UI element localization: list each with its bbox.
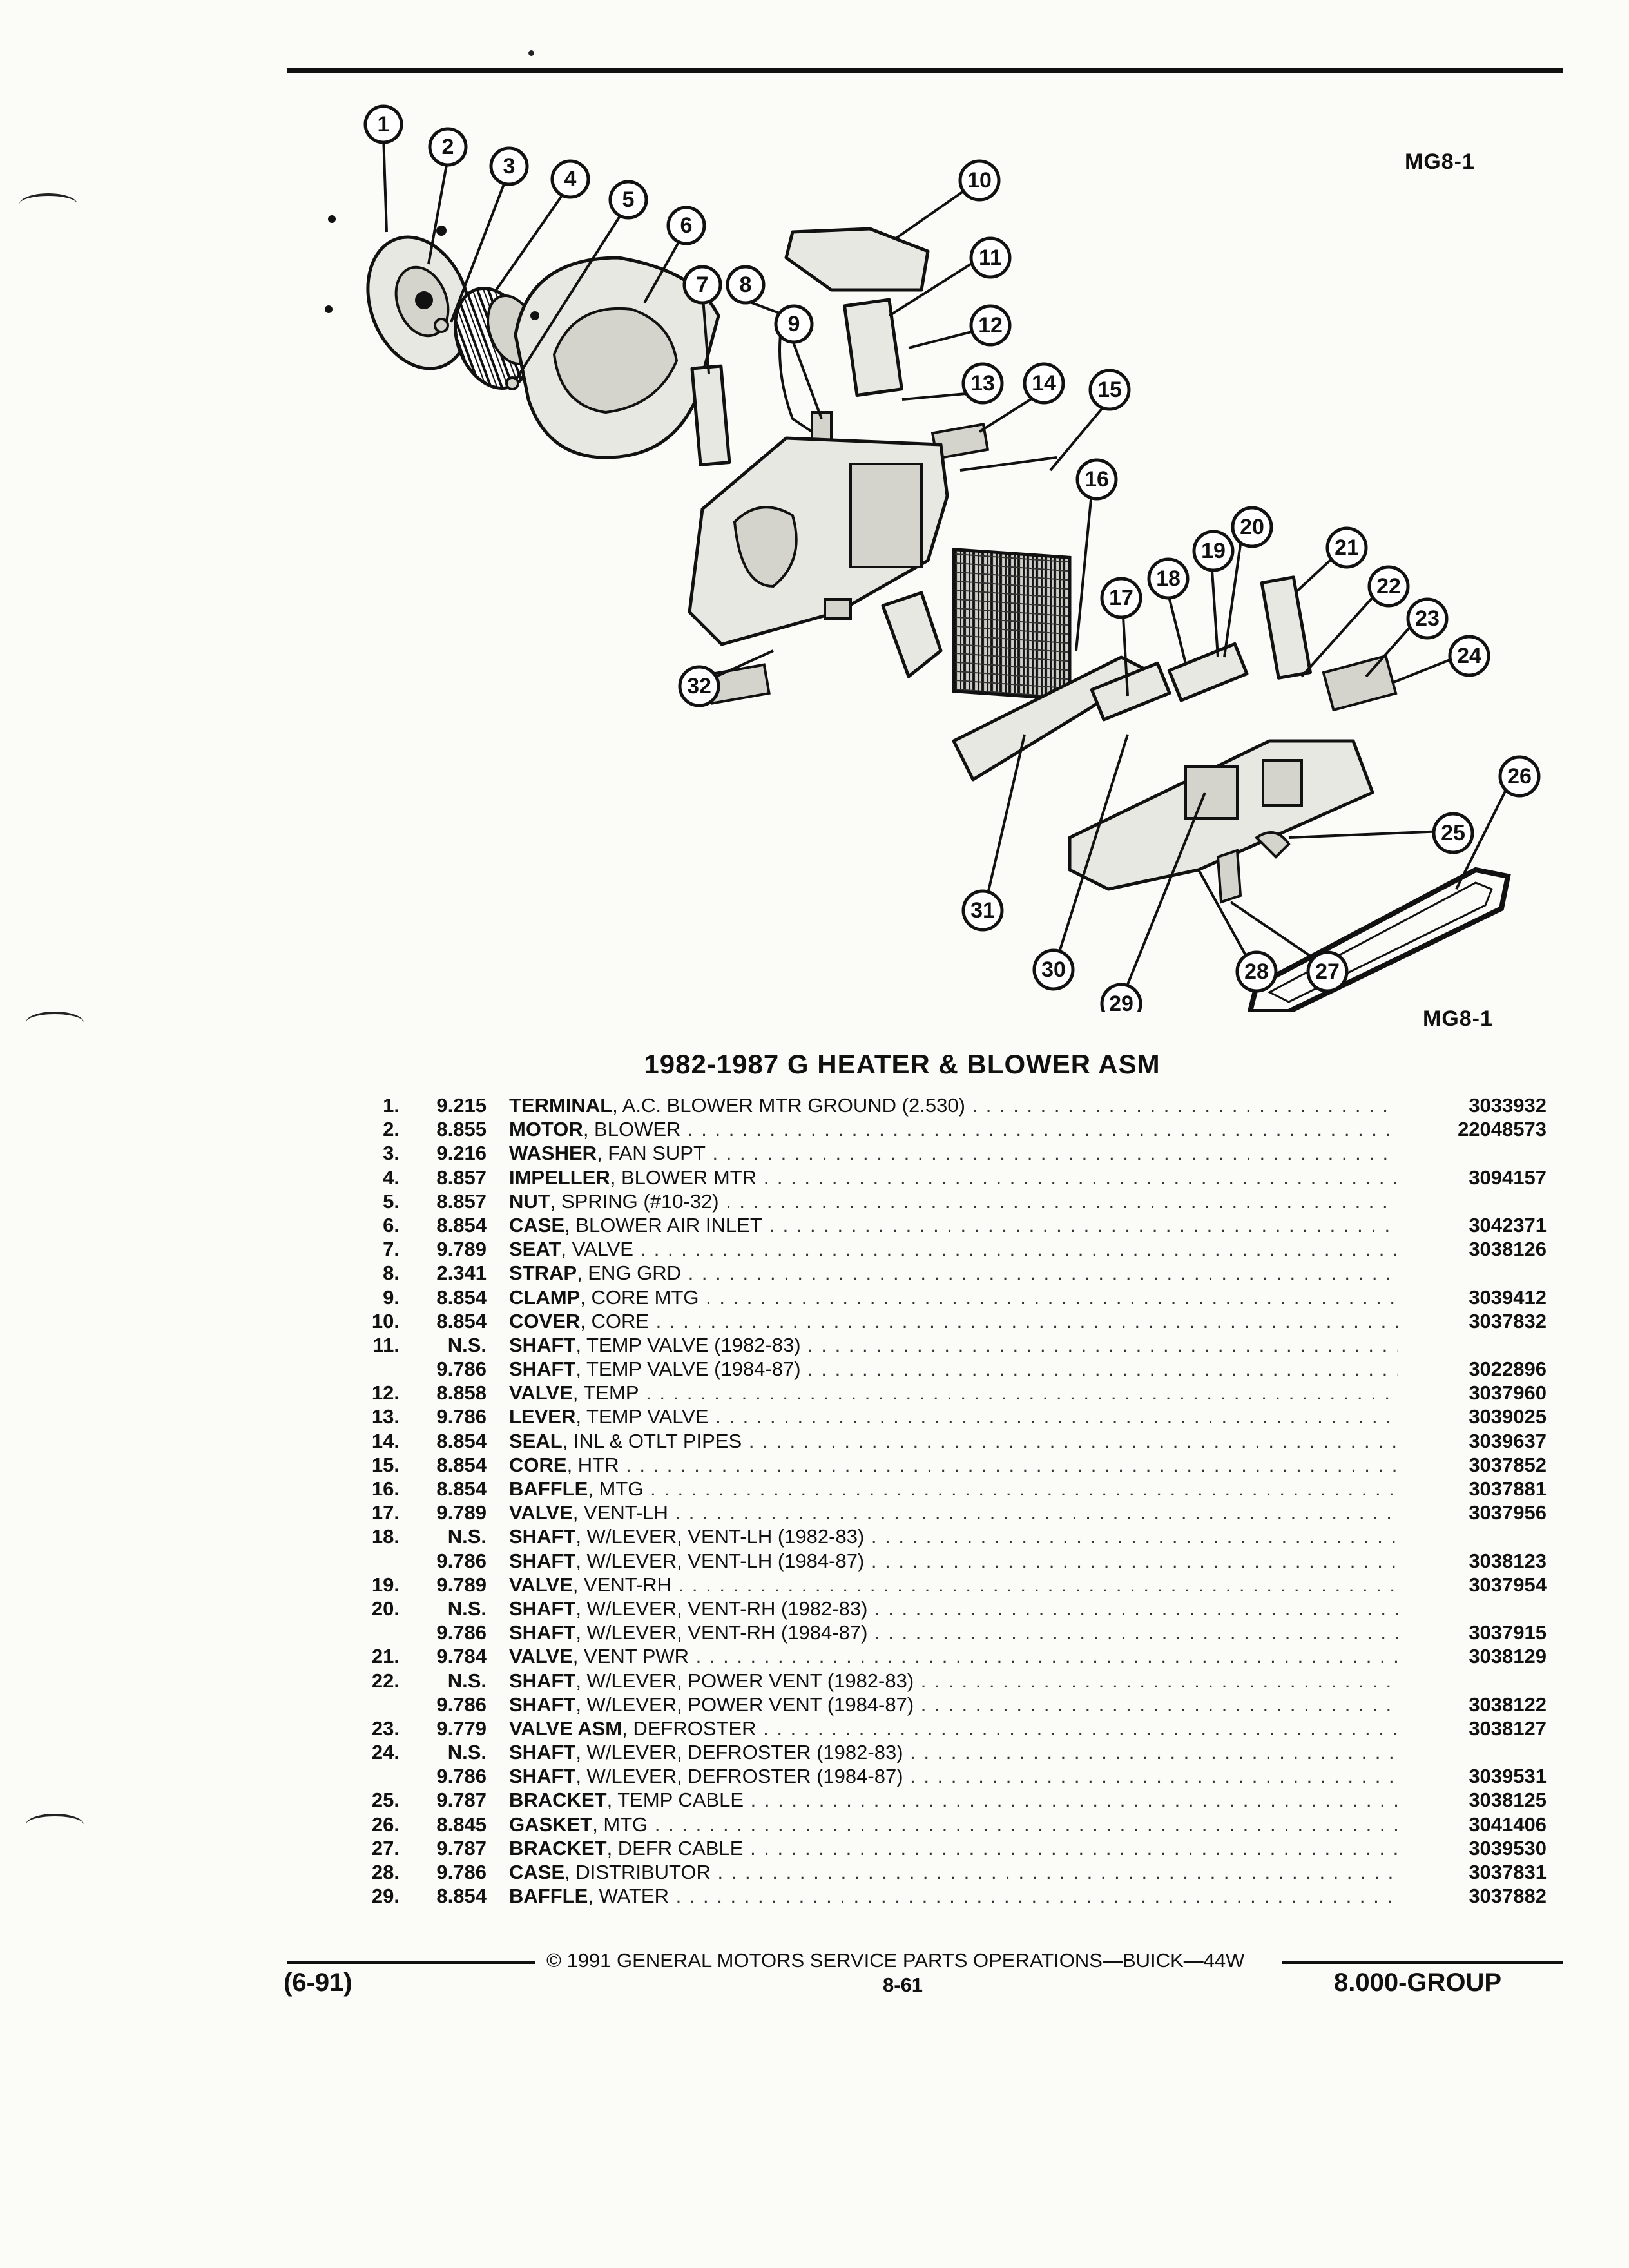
part-number: 3039531 <box>1469 1765 1547 1788</box>
item-number: 10. <box>371 1309 400 1332</box>
parts-row <box>348 1213 1547 1237</box>
part-description <box>509 1597 1398 1620</box>
margin-mark <box>19 193 77 215</box>
item-number: 29. <box>371 1885 400 1908</box>
part-number: 3037882 <box>1469 1885 1547 1908</box>
item-number: 27. <box>371 1836 400 1860</box>
part-detail: , FAN SUPT <box>597 1142 706 1165</box>
part-detail: , TEMP VALVE (1982-83) <box>575 1333 801 1356</box>
part-description <box>509 1213 1398 1237</box>
part-number: 3039637 <box>1469 1429 1547 1452</box>
part-description <box>509 1788 1398 1812</box>
callout-14: 14 <box>1032 371 1056 396</box>
group-number: 8.855 <box>436 1118 487 1141</box>
item-number: 25. <box>371 1789 400 1812</box>
parts-row <box>348 1716 1547 1740</box>
part-detail: , W/LEVER, VENT-LH (1982-83) <box>575 1525 865 1548</box>
parts-row <box>348 1573 1547 1597</box>
callout-4: 4 <box>564 167 577 191</box>
group-number: 9.787 <box>436 1789 487 1812</box>
part-name: VALVE <box>509 1381 573 1405</box>
part-detail: , BLOWER MTR <box>610 1166 757 1189</box>
part-description <box>509 1836 1398 1860</box>
part-number: 3038126 <box>1469 1238 1547 1261</box>
parts-row <box>348 1237 1547 1261</box>
part-name: IMPELLER <box>509 1166 610 1189</box>
callout-10: 10 <box>967 168 992 193</box>
heater-core <box>954 457 1070 699</box>
group-number: N.S. <box>447 1525 487 1548</box>
group-number: 8.854 <box>436 1477 487 1500</box>
part-name: NUT <box>509 1189 550 1213</box>
part-detail: , W/LEVER, VENT-RH (1982-83) <box>575 1597 868 1620</box>
item-number: 11. <box>372 1333 400 1356</box>
callout-32: 32 <box>687 674 711 698</box>
part-detail: , W/LEVER, VENT-LH (1984-87) <box>575 1549 865 1572</box>
part-description <box>509 1333 1398 1357</box>
part-description <box>509 1477 1398 1501</box>
item-number: 2. <box>383 1118 400 1141</box>
group-number: 8.858 <box>436 1381 487 1405</box>
part-number: 3037832 <box>1469 1309 1547 1332</box>
part-detail: , W/LEVER, VENT-RH (1984-87) <box>575 1621 868 1644</box>
figure-code-bottom: MG8-1 <box>1423 1006 1493 1031</box>
parts-row <box>348 1644 1547 1668</box>
part-number: 3037881 <box>1469 1477 1547 1500</box>
parts-row <box>348 1477 1547 1501</box>
part-detail: , W/LEVER, DEFROSTER (1982-83) <box>575 1741 903 1764</box>
parts-row <box>348 1740 1547 1764</box>
part-detail: , VENT-LH <box>572 1501 668 1524</box>
parts-row <box>348 1309 1547 1333</box>
group-label: 8.000-GROUP <box>1334 1968 1502 1997</box>
part-name: WASHER <box>509 1142 597 1165</box>
page-number: 8-61 <box>883 1974 923 1996</box>
part-number: 3038125 <box>1469 1789 1547 1812</box>
callout-19: 19 <box>1201 539 1226 563</box>
group-number: 9.787 <box>436 1836 487 1860</box>
part-detail: , CORE MTG <box>580 1285 699 1309</box>
copyright-notice: © 1991 GENERAL MOTORS SERVICE PARTS OPERATIONS—BUICK—44W <box>546 1949 1245 1972</box>
group-number: 8.857 <box>436 1189 487 1213</box>
item-number: 5. <box>383 1189 400 1213</box>
group-number: 9.789 <box>436 1573 487 1596</box>
exploded-diagram <box>284 97 1559 1012</box>
callout-12: 12 <box>978 313 1003 338</box>
part-description <box>509 1357 1398 1381</box>
part-name: SHAFT <box>509 1693 576 1716</box>
part-detail: , VENT PWR <box>572 1645 689 1668</box>
part-detail: , W/LEVER, POWER VENT (1984-87) <box>575 1693 914 1716</box>
group-number: 8.854 <box>436 1309 487 1332</box>
group-number: 9.786 <box>436 1621 487 1644</box>
item-number: 28. <box>371 1861 400 1883</box>
part-name: SHAFT <box>509 1741 576 1764</box>
callout-15: 15 <box>1097 378 1122 402</box>
group-number: 9.786 <box>436 1405 487 1428</box>
date-code: (6-91) <box>284 1968 352 1997</box>
group-number: N.S. <box>447 1669 487 1692</box>
item-number: 19. <box>371 1573 400 1596</box>
group-number: 9.784 <box>436 1645 487 1668</box>
part-detail: , W/LEVER, DEFROSTER (1984-87) <box>575 1765 903 1788</box>
part-name: SEAL <box>509 1429 563 1452</box>
group-number: 2.341 <box>436 1262 487 1285</box>
parts-row <box>348 1501 1547 1524</box>
callout-5: 5 <box>622 187 635 212</box>
callout-17: 17 <box>1109 586 1133 610</box>
callout-24: 24 <box>1457 644 1481 668</box>
callout-8: 8 <box>739 273 752 297</box>
group-number: N.S. <box>447 1741 487 1764</box>
group-number: 8.854 <box>436 1429 487 1452</box>
callout-30: 30 <box>1041 957 1066 982</box>
part-description <box>509 1669 1398 1693</box>
part-name: SHAFT <box>509 1525 576 1548</box>
part-detail: , MTG <box>588 1477 644 1500</box>
part-description <box>509 1812 1398 1836</box>
part-description <box>509 1285 1398 1309</box>
part-name: SHAFT <box>509 1669 576 1692</box>
part-name: SEAT <box>509 1238 561 1261</box>
callout-26: 26 <box>1507 764 1532 789</box>
group-number: 8.854 <box>436 1885 487 1908</box>
part-detail: , ENG GRD <box>577 1262 681 1285</box>
callout-22: 22 <box>1376 574 1401 599</box>
part-description <box>509 1884 1398 1908</box>
item-number: 8. <box>383 1262 400 1285</box>
part-name: SHAFT <box>509 1333 576 1356</box>
part-detail: , VENT-RH <box>572 1573 672 1596</box>
part-detail: , WATER <box>588 1885 669 1908</box>
part-name: MOTOR <box>509 1118 583 1141</box>
parts-row <box>348 1524 1547 1548</box>
group-number: 9.786 <box>436 1549 487 1572</box>
parts-row <box>348 1836 1547 1860</box>
part-number: 22048573 <box>1458 1118 1547 1141</box>
item-number: 6. <box>383 1213 400 1236</box>
item-number: 13. <box>371 1405 400 1428</box>
item-number: 24. <box>371 1741 400 1764</box>
group-number: 9.789 <box>436 1238 487 1261</box>
part-description <box>509 1644 1398 1668</box>
part-detail: , TEMP VALVE <box>575 1405 709 1428</box>
part-detail: , VALVE <box>561 1238 633 1261</box>
parts-row <box>348 1189 1547 1213</box>
parts-row <box>348 1453 1547 1477</box>
top-rule <box>287 68 1563 73</box>
callout-7: 7 <box>696 273 709 297</box>
part-number: 3038127 <box>1469 1716 1547 1740</box>
part-number: 3039025 <box>1469 1405 1547 1428</box>
part-description <box>509 1189 1398 1213</box>
part-description <box>509 1141 1398 1165</box>
part-description <box>509 1524 1398 1548</box>
item-number: 18. <box>371 1525 400 1548</box>
parts-row <box>348 1764 1547 1788</box>
part-number: 3022896 <box>1469 1358 1547 1381</box>
footer-rule-right <box>1282 1961 1563 1964</box>
group-number: 8.857 <box>436 1166 487 1189</box>
group-number: 9.779 <box>436 1716 487 1740</box>
callout-23: 23 <box>1415 606 1440 631</box>
group-number: 9.789 <box>436 1501 487 1524</box>
part-name: COVER <box>509 1309 581 1332</box>
group-number: 8.854 <box>436 1213 487 1236</box>
parts-row <box>348 1549 1547 1573</box>
parts-row <box>348 1620 1547 1644</box>
item-number: 9. <box>383 1285 400 1309</box>
part-description <box>509 1764 1398 1788</box>
section-title: 1982-1987 G HEATER & BLOWER ASM <box>644 1049 1161 1079</box>
item-number: 22. <box>371 1669 400 1692</box>
callout-29: 29 <box>1109 992 1133 1012</box>
part-description <box>509 1501 1398 1524</box>
part-name: STRAP <box>509 1262 577 1285</box>
part-name: TERMINAL <box>509 1094 613 1117</box>
part-detail: , TEMP VALVE (1984-87) <box>575 1358 801 1381</box>
parts-row <box>348 1261 1547 1285</box>
callout-9: 9 <box>787 312 800 336</box>
part-description <box>509 1860 1398 1884</box>
callout-27: 27 <box>1315 959 1340 984</box>
part-number: 3041406 <box>1469 1812 1547 1836</box>
part-name: SHAFT <box>509 1358 576 1381</box>
callout-31: 31 <box>970 898 995 923</box>
callout-1: 1 <box>377 112 390 137</box>
part-name: SHAFT <box>509 1621 576 1644</box>
valve-seat <box>692 366 729 465</box>
parts-row <box>348 1333 1547 1357</box>
part-number: 3038123 <box>1469 1549 1547 1572</box>
part-detail: , TEMP <box>572 1381 639 1405</box>
part-description <box>509 1261 1398 1285</box>
callout-13: 13 <box>970 371 995 396</box>
part-number: 3037831 <box>1469 1861 1547 1883</box>
item-number: 17. <box>371 1501 400 1524</box>
item-number: 4. <box>383 1166 400 1189</box>
part-number: 3037960 <box>1469 1381 1547 1405</box>
part-description <box>509 1405 1398 1428</box>
group-number: 8.845 <box>436 1812 487 1836</box>
callout-18: 18 <box>1156 566 1181 591</box>
item-number: 21. <box>371 1645 400 1668</box>
parts-row <box>348 1812 1547 1836</box>
item-number: 23. <box>371 1716 400 1740</box>
parts-row <box>348 1597 1547 1620</box>
parts-row <box>348 1669 1547 1693</box>
parts-row <box>348 1381 1547 1405</box>
part-detail: , SPRING (#10-32) <box>550 1189 719 1213</box>
part-name: VALVE <box>509 1645 573 1668</box>
part-description <box>509 1381 1398 1405</box>
parts-row <box>348 1357 1547 1381</box>
part-name: VALVE ASM <box>509 1716 622 1740</box>
part-name: CLAMP <box>509 1285 581 1309</box>
group-number: 8.854 <box>436 1453 487 1476</box>
part-detail: , DEFR CABLE <box>606 1836 744 1860</box>
parts-row <box>348 1285 1547 1309</box>
parts-row <box>348 1141 1547 1165</box>
group-number: 9.786 <box>436 1861 487 1883</box>
part-number: 3038129 <box>1469 1645 1547 1668</box>
margin-mark <box>26 1814 84 1836</box>
part-description <box>509 1429 1398 1453</box>
callout-21: 21 <box>1335 535 1359 560</box>
parts-row <box>348 1788 1547 1812</box>
item-number: 20. <box>371 1597 400 1620</box>
part-detail: , W/LEVER, POWER VENT (1982-83) <box>575 1669 914 1692</box>
part-number: 3039412 <box>1469 1285 1547 1309</box>
part-number: 3042371 <box>1469 1213 1547 1236</box>
callout-28: 28 <box>1244 959 1269 984</box>
part-number: 3094157 <box>1469 1166 1547 1189</box>
part-description <box>509 1309 1398 1333</box>
callout-6: 6 <box>680 213 693 238</box>
part-description <box>509 1740 1398 1764</box>
speck-mark <box>528 50 534 56</box>
footer-rule-left <box>287 1961 535 1964</box>
item-number: 16. <box>371 1477 400 1500</box>
part-name: SHAFT <box>509 1765 576 1788</box>
callout-2: 2 <box>441 135 454 159</box>
part-name: BRACKET <box>509 1836 607 1860</box>
part-detail: , BLOWER AIR INLET <box>564 1213 762 1236</box>
item-number: 3. <box>383 1142 400 1165</box>
part-number: 3037915 <box>1469 1621 1547 1644</box>
part-description <box>509 1117 1398 1141</box>
group-number: 9.216 <box>436 1142 487 1165</box>
part-description <box>509 1549 1398 1573</box>
parts-row <box>348 1117 1547 1141</box>
callout-11: 11 <box>979 245 1002 270</box>
item-number: 15. <box>371 1453 400 1476</box>
part-detail: , DISTRIBUTOR <box>564 1861 711 1883</box>
part-description <box>509 1093 1398 1117</box>
part-number: 3037852 <box>1469 1453 1547 1476</box>
part-description <box>509 1453 1398 1477</box>
part-number: 3033932 <box>1469 1094 1547 1117</box>
part-description <box>509 1716 1398 1740</box>
part-name: CASE <box>509 1213 565 1236</box>
item-number: 1. <box>383 1094 400 1117</box>
item-number: 12. <box>371 1381 400 1405</box>
item-number: 14. <box>371 1429 400 1452</box>
part-detail: , MTG <box>592 1812 648 1836</box>
core-cover <box>786 229 928 290</box>
parts-row <box>348 1693 1547 1716</box>
parts-row <box>348 1405 1547 1428</box>
part-detail: , BLOWER <box>583 1118 681 1141</box>
part-name: BAFFLE <box>509 1477 588 1500</box>
group-number: 9.215 <box>436 1094 487 1117</box>
parts-row <box>348 1860 1547 1884</box>
part-number: 3037954 <box>1469 1573 1547 1596</box>
item-number: 26. <box>371 1812 400 1836</box>
part-detail: , A.C. BLOWER MTR GROUND (2.530) <box>612 1094 965 1117</box>
callout-20: 20 <box>1240 515 1264 539</box>
part-name: BRACKET <box>509 1789 607 1812</box>
part-detail: , HTR <box>566 1453 619 1476</box>
part-name: SHAFT <box>509 1549 576 1572</box>
part-detail: , DEFROSTER <box>622 1716 757 1740</box>
part-number: 3037956 <box>1469 1501 1547 1524</box>
margin-mark <box>26 1012 84 1033</box>
part-name: VALVE <box>509 1501 573 1524</box>
part-name: VALVE <box>509 1573 573 1596</box>
group-number: 9.786 <box>436 1358 487 1381</box>
group-number: 9.786 <box>436 1765 487 1788</box>
part-name: GASKET <box>509 1812 593 1836</box>
part-name: CORE <box>509 1453 567 1476</box>
part-description <box>509 1573 1398 1597</box>
parts-list <box>348 1093 1547 1908</box>
figure-code-top: MG8-1 <box>1405 149 1475 174</box>
group-number: N.S. <box>447 1333 487 1356</box>
callout-3: 3 <box>503 154 516 178</box>
group-number: N.S. <box>447 1597 487 1620</box>
part-detail: , INL & OTLT PIPES <box>562 1429 742 1452</box>
part-description <box>509 1166 1398 1189</box>
callout-16: 16 <box>1084 467 1109 492</box>
part-detail: , CORE <box>580 1309 650 1332</box>
part-name: BAFFLE <box>509 1885 588 1908</box>
group-number: 9.786 <box>436 1693 487 1716</box>
callout-25: 25 <box>1441 821 1465 845</box>
group-number: 8.854 <box>436 1285 487 1309</box>
part-number: 3038122 <box>1469 1693 1547 1716</box>
part-name: CASE <box>509 1861 565 1883</box>
parts-row <box>348 1166 1547 1189</box>
part-name: LEVER <box>509 1405 576 1428</box>
item-number: 7. <box>383 1238 400 1261</box>
part-name: SHAFT <box>509 1597 576 1620</box>
part-detail: , TEMP CABLE <box>606 1789 744 1812</box>
part-description <box>509 1620 1398 1644</box>
part-description <box>509 1693 1398 1716</box>
part-description <box>509 1237 1398 1261</box>
parts-row <box>348 1884 1547 1908</box>
parts-row <box>348 1429 1547 1453</box>
part-number: 3039530 <box>1469 1836 1547 1860</box>
parts-row <box>348 1093 1547 1117</box>
